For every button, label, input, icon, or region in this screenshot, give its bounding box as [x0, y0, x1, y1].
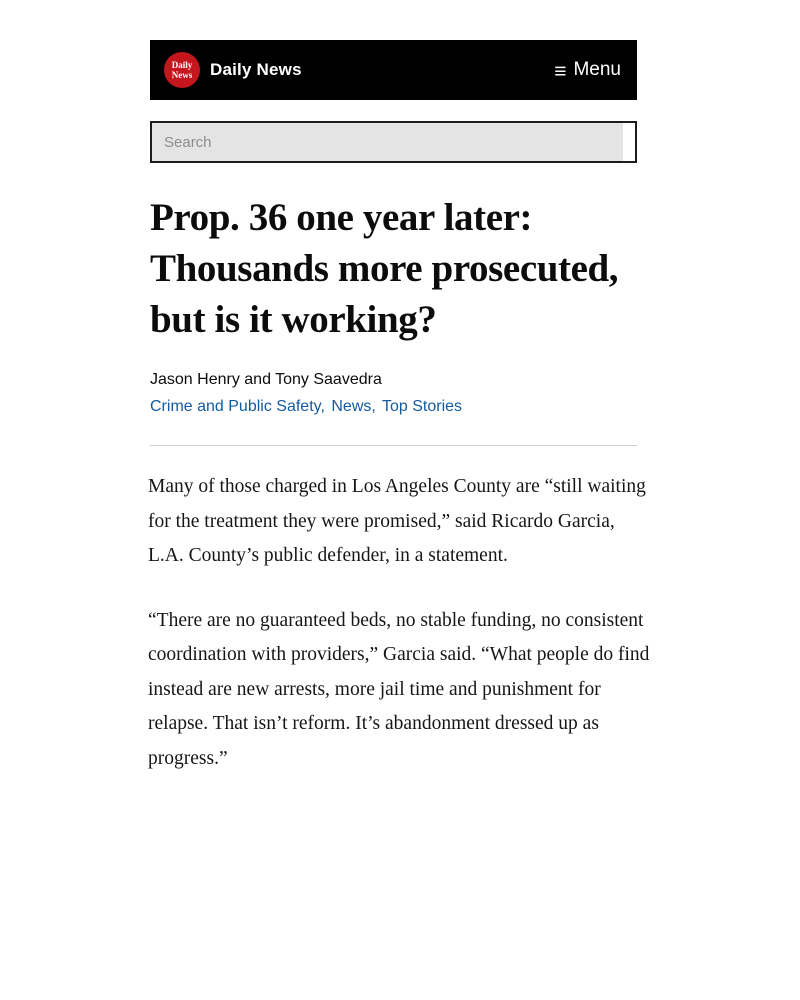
site-header [150, 40, 637, 100]
category-link-crime-and-public-safety[interactable]: Crime and Public Safety [150, 398, 321, 415]
article-page [148, 40, 650, 776]
category-link-news[interactable]: News [331, 398, 372, 415]
article-paragraph-1: Many of those charged in Los Angeles County are “still waiting for the treatment they were promised,” said Ricardo Garcia, L.A. County’s public defender, in a statement. [148, 476, 646, 566]
hamburger-menu-icon: ≡ [554, 59, 567, 83]
category-separator: , [371, 398, 376, 415]
menu-button-label: Menu [573, 59, 621, 80]
article-title: Prop. 36 one year later: Thousands more prosecuted, but is it working? [150, 196, 619, 341]
search-box [150, 121, 637, 163]
search-input[interactable] [152, 123, 623, 161]
category-link-top-stories[interactable]: Top Stories [381, 398, 463, 415]
daily-news-logo-icon[interactable] [164, 52, 200, 88]
menu-button[interactable] [554, 59, 621, 81]
logo-text-line1: Daily [171, 60, 193, 70]
article-paragraph-2: “There are no guaranteed beds, no stable funding, no consistent coordination with providers,” Garcia said. “What people do find instead are new arrests, more jail time and punishment for relapse. That isn’t reform. It’s abandonment dressed up as progress.” [148, 609, 650, 769]
section-divider [150, 445, 637, 446]
logo-text-line2: News [171, 70, 193, 80]
article-body [148, 470, 654, 776]
category-separator: , [320, 398, 325, 415]
article-categories [150, 398, 637, 416]
site-title: Daily News [210, 60, 302, 79]
article-byline: Jason Henry and Tony Saavedra [150, 371, 382, 388]
